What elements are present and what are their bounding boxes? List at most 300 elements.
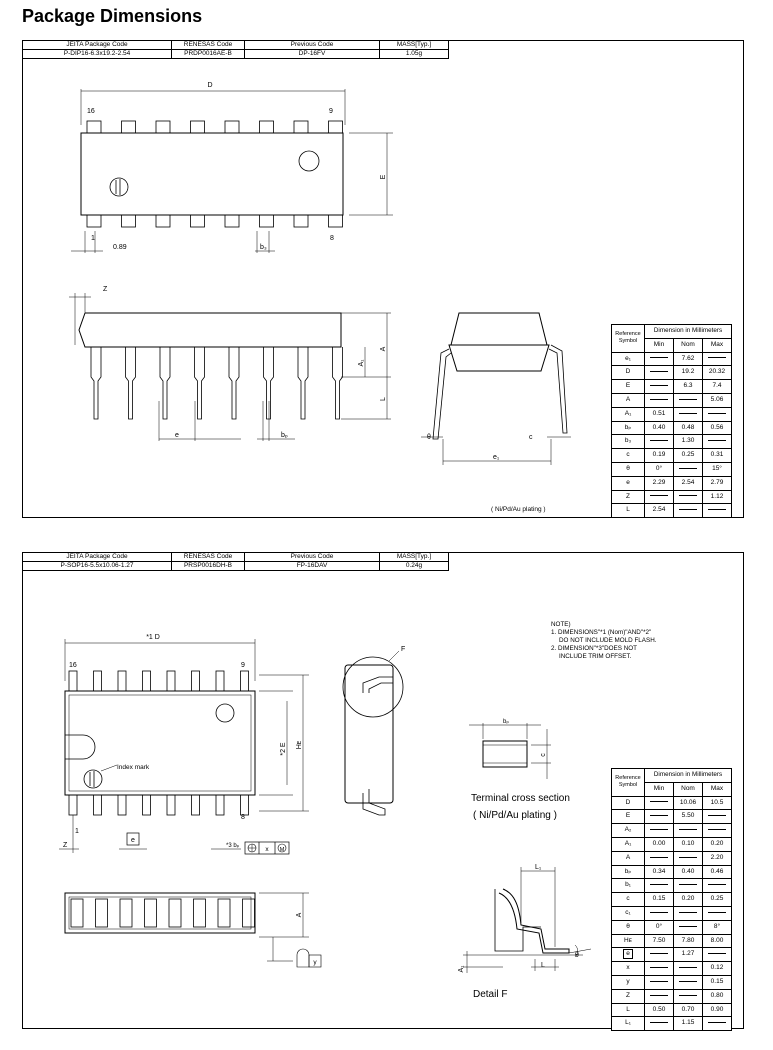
nom-value: 1.27 (674, 948, 703, 962)
dash-mark (650, 829, 668, 830)
min-value: 0.34 (645, 865, 674, 879)
nom-value: 0.20 (674, 893, 703, 907)
max-empty (703, 879, 732, 893)
dip16-end-view (421, 313, 571, 465)
symbol-text: b₃ (624, 437, 632, 445)
dimension-header: Dimension in Millimeters (645, 325, 732, 339)
dash-mark (708, 912, 726, 913)
sop-pin (216, 795, 224, 815)
dip16-dimension-table (611, 324, 732, 518)
dimension-row (612, 1017, 732, 1031)
dim-label-e: e (131, 837, 135, 844)
dash-mark (708, 884, 726, 885)
sop-pin (94, 795, 102, 815)
info-header-jeita: JEITA Package Code (23, 41, 172, 50)
nom-value: 0.25 (674, 449, 703, 463)
symbol-cell (612, 989, 645, 1003)
symbol-text: bₚ (624, 423, 632, 431)
dash-mark (679, 857, 697, 858)
dash-mark (650, 399, 668, 400)
ref-symbol-header: Reference Symbol (612, 769, 645, 797)
dip-pin (122, 215, 136, 227)
max-value: 0.90 (703, 1003, 732, 1017)
min-empty (645, 435, 674, 449)
symbol-cell (612, 920, 645, 934)
sop16-top-view (59, 639, 309, 854)
dimension-row (612, 407, 732, 421)
dim-label-A1: A₁ (358, 359, 365, 367)
info-header-previous: Previous Code (245, 41, 380, 50)
dimension-row (612, 948, 732, 962)
symbol-cell (612, 810, 645, 824)
dimension-row (612, 893, 732, 907)
max-value: 20.32 (703, 366, 732, 380)
dimension-row (612, 851, 732, 865)
dim-label-L: L (541, 962, 545, 969)
symbol-text: θ (626, 922, 630, 930)
dimension-row (612, 504, 732, 518)
min-empty (645, 490, 674, 504)
dip16-side-view (69, 293, 391, 441)
max-empty (703, 810, 732, 824)
dimension-row (612, 934, 732, 948)
nom-empty (674, 504, 703, 518)
sop-pin (192, 671, 200, 691)
max-value: 0.12 (703, 962, 732, 976)
symbol-text: L (626, 506, 630, 514)
min-empty (645, 851, 674, 865)
min-empty (645, 975, 674, 989)
max-value: 8° (703, 920, 732, 934)
nom-value: 0.10 (674, 837, 703, 851)
dash-mark (708, 509, 726, 510)
dash-mark (650, 357, 668, 358)
max-value: 7.4 (703, 380, 732, 394)
max-value: 0.31 (703, 449, 732, 463)
dimension-row (612, 837, 732, 851)
dash-mark (650, 884, 668, 885)
symbol-cell (612, 893, 645, 907)
dash-mark (708, 815, 726, 816)
dim-label-A: A (380, 346, 387, 352)
dip-pin (122, 121, 136, 133)
symbol-cell (612, 975, 645, 989)
terminal-cross-section-label: Terminal cross section (471, 793, 570, 804)
nom-value: 2.54 (674, 476, 703, 490)
symbol-text: c (626, 895, 630, 903)
dash-mark (650, 371, 668, 372)
dip-pin-side (195, 347, 205, 419)
min-value: 0.15 (645, 893, 674, 907)
nom-empty (674, 407, 703, 421)
max-value: 15° (703, 462, 732, 476)
dimension-row (612, 352, 732, 366)
dip-pin (294, 121, 308, 133)
pin-label-16: 16 (87, 108, 95, 115)
min-value: 2.54 (645, 504, 674, 518)
symbol-cell (612, 824, 645, 838)
symbol-text: D (625, 798, 631, 806)
max-value: 1.12 (703, 490, 732, 504)
dim-label-A: A (296, 912, 303, 918)
symbol-text: Z (626, 991, 630, 999)
min-value: 7.50 (645, 934, 674, 948)
symbol-cell (612, 407, 645, 421)
nom-empty (674, 824, 703, 838)
symbol-cell (612, 380, 645, 394)
min-empty (645, 824, 674, 838)
pin-label-1: 1 (75, 828, 79, 835)
nom-value: 6.3 (674, 380, 703, 394)
symbol-text: bₚ (624, 867, 632, 875)
dash-mark (679, 509, 697, 510)
dimension-row (612, 796, 732, 810)
dash-mark (679, 829, 697, 830)
symbol-text: D (625, 368, 631, 376)
dash-mark (679, 884, 697, 885)
detail-F-marker: F (401, 646, 406, 653)
symbol-text: θ (626, 464, 630, 472)
sop-pin (241, 671, 249, 691)
sop-pin-side (145, 899, 157, 927)
symbol-text: b₁ (625, 881, 631, 889)
symbol-cell (612, 490, 645, 504)
pin-label-16: 16 (69, 662, 77, 669)
dim-label-E: E (380, 174, 387, 180)
symbol-text: A₁ (624, 409, 632, 417)
sop16-side-view (65, 893, 321, 967)
nom-value: 0.48 (674, 421, 703, 435)
dim-label-e1: e₁ (493, 454, 500, 461)
min-value: 0.00 (645, 837, 674, 851)
tolerance-x-label: x (265, 846, 269, 853)
nom-header: Nom (674, 338, 703, 352)
dash-mark (650, 995, 668, 996)
sop-pin (167, 795, 175, 815)
info-header-previous: Previous Code (245, 553, 380, 562)
info-previous-code: FP-16DAV (245, 562, 380, 571)
dim-label-theta: θ (427, 434, 431, 441)
symbol-cell (612, 948, 645, 962)
symbol-text: Hᴇ (624, 936, 632, 944)
nom-empty (674, 906, 703, 920)
dim-label-e: e (175, 432, 179, 439)
min-value: 0.19 (645, 449, 674, 463)
info-jeita-code: P-SOP16-5.5x10.06-1.27 (23, 562, 172, 571)
dip-pin (260, 121, 274, 133)
nom-value: 1.15 (674, 1017, 703, 1031)
symbol-cell (612, 865, 645, 879)
detail-F-label: Detail F (473, 989, 508, 1000)
dim-label-A1: A₁ (458, 965, 465, 973)
nom-empty (674, 490, 703, 504)
note-line-3: 2. DIMENSION"*3"DOES NOT (551, 645, 637, 652)
dip-pin-side (264, 347, 274, 419)
sop-pin (69, 671, 77, 691)
pin-label-9: 9 (241, 662, 245, 669)
symbol-cell (612, 352, 645, 366)
dip-pin-side (91, 347, 101, 419)
dash-mark (708, 440, 726, 441)
min-empty (645, 1017, 674, 1031)
min-empty (645, 380, 674, 394)
dim-label-HE: Hᴇ (296, 740, 303, 750)
dash-mark (679, 468, 697, 469)
min-value: 0.50 (645, 1003, 674, 1017)
info-header-mass: MASS[Typ.] (380, 553, 449, 562)
symbol-cell (612, 449, 645, 463)
min-empty (645, 796, 674, 810)
dash-mark (679, 399, 697, 400)
dip-pin (87, 215, 101, 227)
symbol-cell (612, 462, 645, 476)
dimension-row (612, 962, 732, 976)
dash-mark (650, 385, 668, 386)
dimension-row (612, 366, 732, 380)
dip-pin (329, 215, 343, 227)
sop-pin-side (96, 899, 108, 927)
dimension-row (612, 810, 732, 824)
sop16-end-view (343, 651, 403, 815)
min-value: 0.40 (645, 421, 674, 435)
sop-pin (241, 795, 249, 815)
symbol-text: x (626, 964, 630, 972)
sop-pin (143, 671, 151, 691)
min-empty (645, 962, 674, 976)
dash-mark (679, 413, 697, 414)
dimension-row (612, 449, 732, 463)
dip-pin-side (333, 347, 343, 419)
dimension-row (612, 1003, 732, 1017)
min-header: Min (645, 782, 674, 796)
sop-pins-upper (69, 671, 249, 691)
min-empty (645, 906, 674, 920)
nom-value: 1.30 (674, 435, 703, 449)
dip16-panel (22, 40, 744, 518)
dash-mark (650, 967, 668, 968)
symbol-cell (612, 934, 645, 948)
symbol-text: E (625, 812, 631, 820)
symbol-cell (612, 366, 645, 380)
sop-pin (216, 671, 224, 691)
dim-label-D: *1 D (146, 634, 160, 641)
symbol-text: L₁ (625, 1019, 631, 1027)
max-value: 0.25 (703, 893, 732, 907)
dip-pin (225, 215, 239, 227)
dip-pin-side (160, 347, 170, 419)
max-empty (703, 948, 732, 962)
nom-empty (674, 393, 703, 407)
nom-value: 0.40 (674, 865, 703, 879)
sop-pin-side (218, 899, 230, 927)
nom-value: 7.62 (674, 352, 703, 366)
dim-label-Z: Z (63, 842, 68, 849)
dimension-row (612, 393, 732, 407)
dim-label-theta: θ (575, 952, 579, 959)
info-header-renesas: RENESAS Code (172, 41, 245, 50)
info-renesas-code: PRDP0016AE-B (172, 50, 245, 59)
dim-label-c: c (529, 434, 533, 441)
max-value: 8.00 (703, 934, 732, 948)
dip-pin-side (229, 347, 239, 419)
symbol-text: c (626, 451, 630, 459)
nom-empty (674, 989, 703, 1003)
dip-pin-side (126, 347, 136, 419)
nom-empty (674, 462, 703, 476)
dimension-row (612, 421, 732, 435)
dip-pin (191, 121, 205, 133)
dim-label-bp: *3 bₚ (226, 843, 240, 849)
max-value: 2.20 (703, 851, 732, 865)
symbol-cell (612, 879, 645, 893)
side-pins (91, 347, 343, 419)
pin-label-8: 8 (330, 235, 334, 242)
info-renesas-code: PRSP0016DH-B (172, 562, 245, 571)
dimension-header: Dimension in Millimeters (645, 769, 732, 783)
sop-pin (167, 671, 175, 691)
dash-mark (650, 981, 668, 982)
note-line-4: INCLUDE TRIM OFFSET. (559, 653, 632, 660)
nom-value: 7.80 (674, 934, 703, 948)
dash-mark (679, 495, 697, 496)
max-header: Max (703, 338, 732, 352)
symbol-text: A₁ (624, 839, 632, 847)
info-header-jeita: JEITA Package Code (23, 553, 172, 562)
terminal-plating-label: ( Ni/Pd/Au plating ) (473, 810, 557, 821)
min-value: 2.29 (645, 476, 674, 490)
max-value: 0.56 (703, 421, 732, 435)
dim-label-E: *2 E (280, 742, 287, 756)
dash-mark (679, 926, 697, 927)
dim-label-L1: L₁ (535, 864, 542, 871)
nom-empty (674, 920, 703, 934)
min-empty (645, 352, 674, 366)
plating-note: ( Ni/Pd/Au plating ) (491, 506, 546, 513)
symbol-cell (612, 1003, 645, 1017)
dimension-row (612, 824, 732, 838)
dash-mark (650, 815, 668, 816)
symbol-cell (612, 1017, 645, 1031)
dip-pin (87, 121, 101, 133)
symbol-text: A₂ (624, 826, 632, 834)
pin-label-8: 8 (241, 814, 245, 821)
min-empty (645, 366, 674, 380)
dimension-row (612, 975, 732, 989)
symbol-text: E (625, 382, 631, 390)
note-line-0: NOTE) (551, 621, 571, 628)
page-title: Package Dimensions (22, 6, 203, 26)
max-empty (703, 1017, 732, 1031)
dim-label-L: L (380, 397, 387, 401)
nom-value: 10.06 (674, 796, 703, 810)
sop-side-pins (71, 899, 255, 927)
info-mass: 1.05g (380, 50, 449, 59)
symbol-text: c₁ (625, 908, 631, 916)
sop16-notes (551, 621, 657, 660)
note-line-2: DO NOT INCLUDE MOLD FLASH. (559, 637, 657, 644)
dim-label-c: c (540, 753, 547, 757)
symbol-text: e (626, 478, 630, 486)
dash-mark (650, 801, 668, 802)
max-empty (703, 504, 732, 518)
note-line-1: 1. DIMENSIONS"*1 (Nom)"AND"*2" (551, 629, 652, 636)
sop-pin-side (120, 899, 132, 927)
sop-pin (118, 671, 126, 691)
min-empty (645, 879, 674, 893)
dip-pin (156, 215, 170, 227)
symbol-cell (612, 837, 645, 851)
detail-F-view (463, 867, 591, 973)
max-value: 0.46 (703, 865, 732, 879)
min-value: 0° (645, 920, 674, 934)
sop16-dimension-table (611, 768, 732, 1031)
nom-header: Nom (674, 782, 703, 796)
symbol-cell (612, 906, 645, 920)
max-value: 2.79 (703, 476, 732, 490)
dimension-row (612, 476, 732, 490)
min-empty (645, 989, 674, 1003)
symbol-cell (612, 962, 645, 976)
tolerance-M-label: M (279, 847, 285, 853)
min-value: 0.51 (645, 407, 674, 421)
sop-pin (69, 795, 77, 815)
dimension-row (612, 879, 732, 893)
dim-label-b3: b₃ (260, 244, 267, 251)
nom-empty (674, 851, 703, 865)
dim-label-bp2: bₚ (503, 719, 509, 725)
dash-mark (708, 413, 726, 414)
sop-pin-side (71, 899, 83, 927)
sop-pin (192, 795, 200, 815)
symbol-cell (612, 393, 645, 407)
dimension-row (612, 865, 732, 879)
pin-label-9: 9 (329, 108, 333, 115)
max-header: Max (703, 782, 732, 796)
dash-mark (650, 495, 668, 496)
symbol-text: Z (626, 492, 630, 500)
dash-mark (650, 1022, 668, 1023)
max-value: 10.5 (703, 796, 732, 810)
dimension-row (612, 920, 732, 934)
symbol-text: A (625, 395, 631, 403)
symbol-text: e (623, 949, 633, 959)
dimension-row (612, 490, 732, 504)
pin-label-1: 1 (91, 235, 95, 242)
sop-pins-lower (69, 795, 249, 815)
dip-pin (225, 121, 239, 133)
max-value: 0.80 (703, 989, 732, 1003)
max-value: 0.15 (703, 975, 732, 989)
dash-mark (650, 953, 668, 954)
symbol-text: L (626, 1005, 630, 1013)
sop-pin (118, 795, 126, 815)
info-jeita-code: P-DIP16-6.3x19.2-2.54 (23, 50, 172, 59)
min-empty (645, 393, 674, 407)
dash-mark (650, 912, 668, 913)
min-value: 0° (645, 462, 674, 476)
symbol-cell (612, 504, 645, 518)
dip-pin (260, 215, 274, 227)
nom-empty (674, 962, 703, 976)
dash-mark (708, 357, 726, 358)
info-header-mass: MASS[Typ.] (380, 41, 449, 50)
nom-empty (674, 975, 703, 989)
dim-label-Z: Z (103, 286, 108, 293)
sop16-panel (22, 552, 744, 1029)
min-header: Min (645, 338, 674, 352)
nom-value: 0.70 (674, 1003, 703, 1017)
sop-pin (143, 795, 151, 815)
